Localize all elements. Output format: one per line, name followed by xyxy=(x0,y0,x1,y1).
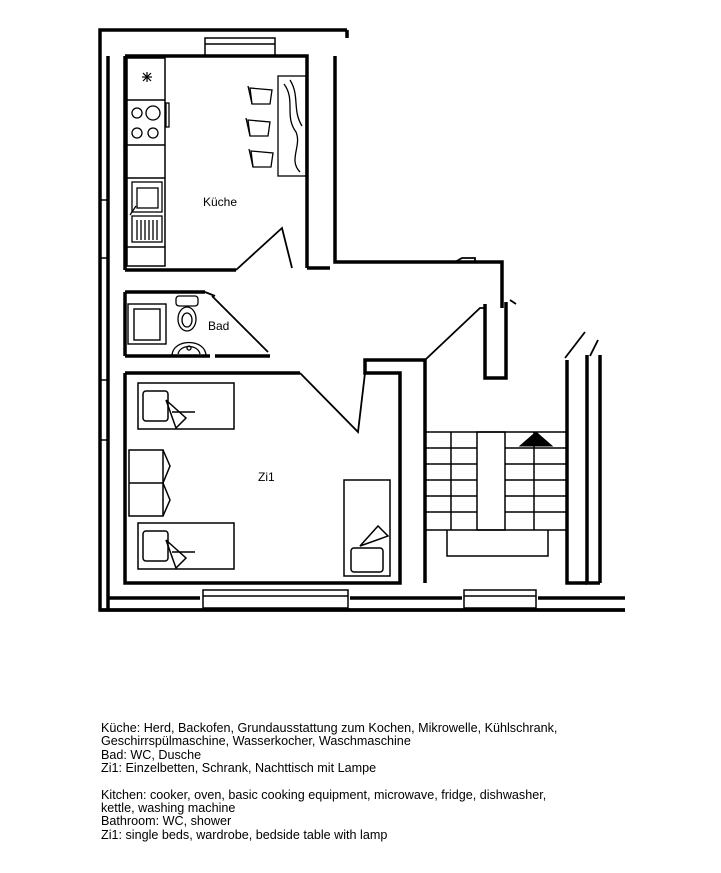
wardrobe-icon xyxy=(129,450,170,516)
sink-icon xyxy=(130,182,162,242)
fridge-icon xyxy=(142,72,152,82)
stair-direction-arrow-icon xyxy=(520,432,552,446)
legend-line: Zi1: Einzelbetten, Schrank, Nachttisch mit Lampe xyxy=(101,761,377,776)
legend-line: Geschirrspülmaschine, Wasserkocher, Waschmaschine xyxy=(101,734,411,749)
washbasin-icon xyxy=(172,343,206,357)
shower-icon xyxy=(128,304,166,344)
dining-table-icon xyxy=(278,76,306,176)
legend-line: Bathroom: WC, shower xyxy=(101,814,232,829)
legend-line: kettle, washing machine xyxy=(101,801,236,816)
legend-spacer xyxy=(101,776,701,789)
room-label-bath: Bad xyxy=(208,319,230,333)
furnishing-legend xyxy=(101,722,701,842)
bed-icon xyxy=(138,383,234,429)
staircase xyxy=(425,432,567,556)
kitchen-counter xyxy=(127,58,165,266)
bed-icon xyxy=(344,480,390,576)
cooktop-icon xyxy=(132,103,169,138)
bed-icon xyxy=(138,523,234,569)
legend-line: Zi1: single beds, wardrobe, bedside table with lamp xyxy=(101,827,388,842)
legend-line: Küche: Herd, Backofen, Grundausstattung zum Kochen, Mikrowelle, Kühlschrank, xyxy=(101,721,558,735)
room-label-room1: Zi1 xyxy=(258,470,275,484)
legend-line: Bad: WC, Dusche xyxy=(101,747,202,762)
legend-line: Kitchen: cooker, oven, basic cooking equipment, microwave, fridge, dishwasher, xyxy=(101,787,547,802)
toilet-icon xyxy=(176,296,198,331)
room-label-kitchen: Küche xyxy=(203,195,238,209)
chair-icons xyxy=(246,86,273,167)
